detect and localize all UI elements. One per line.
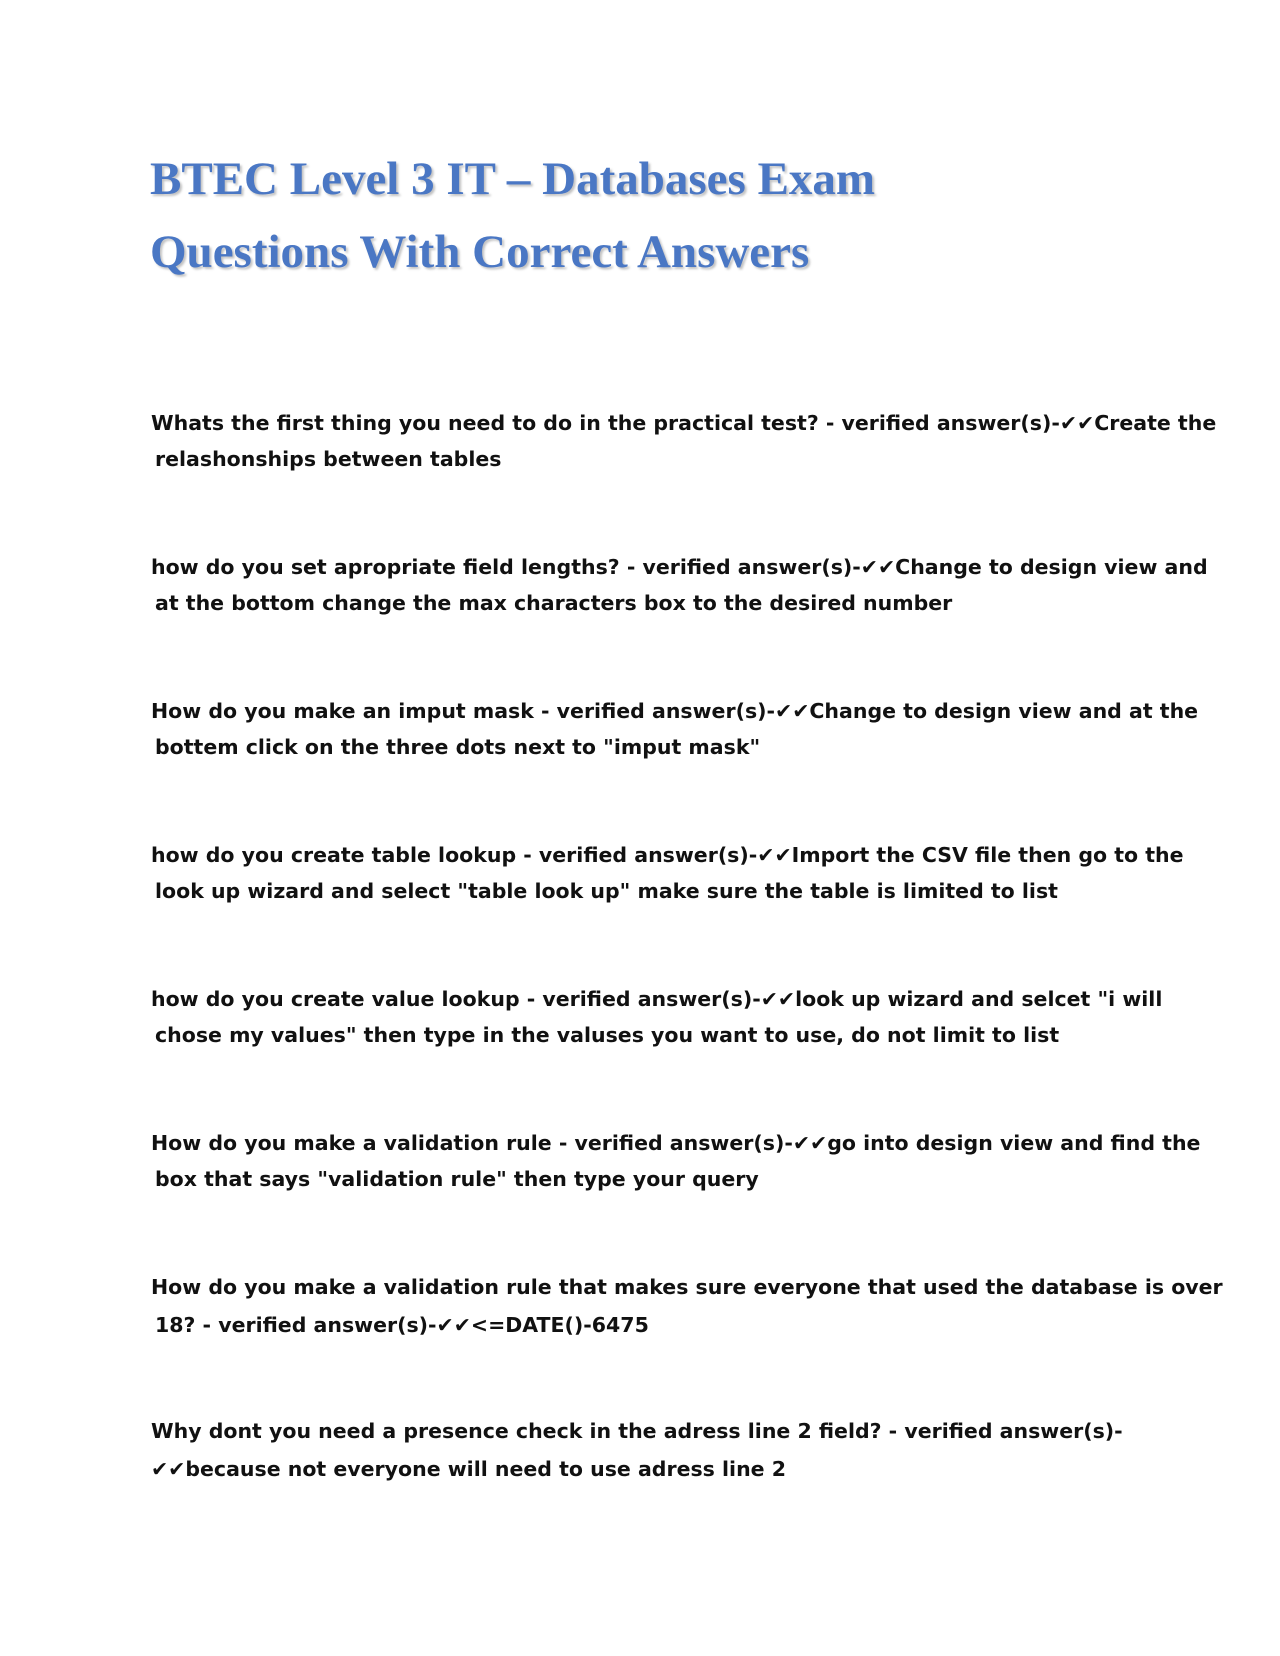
qa-answer-line: chose my values" then type in the valuses you want to use, do not limit to list (155, 1023, 1060, 1047)
qa-answer-line: 18? - verified answer(s)-✔✔<=DATE()-6475 (155, 1313, 649, 1337)
qa-answer-line: ✔✔because not everyone will need to use adress line 2 (151, 1457, 786, 1481)
qa-item-8 (151, 1411, 1141, 1487)
qa-item-2 (151, 549, 1208, 621)
qa-item-7 (151, 1267, 1223, 1343)
qa-item-5 (151, 981, 1163, 1053)
qa-answer-line: relashonships between tables (155, 447, 502, 471)
qa-answer-line: look up wizard and select "table look up" make sure the table is limited to list (155, 879, 1058, 903)
qa-answer-line: box that says "validation rule" then type your query (155, 1167, 759, 1191)
qa-question-line: how do you create table lookup - verified answer(s)-✔✔Import the CSV file then go to the (151, 843, 1184, 867)
qa-question-line: how do you set apropriate field lengths? - verified answer(s)-✔✔Change to design view and (151, 555, 1208, 579)
qa-question-line: how do you create value lookup - verified answer(s)-✔✔look up wizard and selcet "i will (151, 987, 1163, 1011)
qa-question-line: Why dont you need a presence check in the adress line 2 field? - verified answer(s)- (151, 1419, 1123, 1443)
qa-item-6 (151, 1125, 1201, 1197)
title-line-2: Questions With Correct Answers (150, 226, 810, 278)
title-line-1: BTEC Level 3 IT – Databases Exam (150, 153, 876, 205)
qa-question-line: How do you make an imput mask - verified answer(s)-✔✔Change to design view and at the (151, 699, 1199, 723)
qa-answer-line: bottem click on the three dots next to "imput mask" (155, 735, 761, 759)
qa-item-1 (151, 405, 1217, 477)
qa-question-line: Whats the first thing you need to do in the practical test? - verified answer(s)-✔✔Create the (151, 411, 1217, 435)
qa-item-4 (151, 837, 1184, 909)
qa-question-line: How do you make a validation rule - verified answer(s)-✔✔go into design view and find the (151, 1131, 1201, 1155)
qa-item-3 (151, 693, 1199, 765)
qa-question-line: How do you make a validation rule that makes sure everyone that used the database is over (151, 1275, 1223, 1299)
document-title (150, 143, 1150, 289)
qa-answer-line: at the bottom change the max characters box to the desired number (155, 591, 953, 615)
